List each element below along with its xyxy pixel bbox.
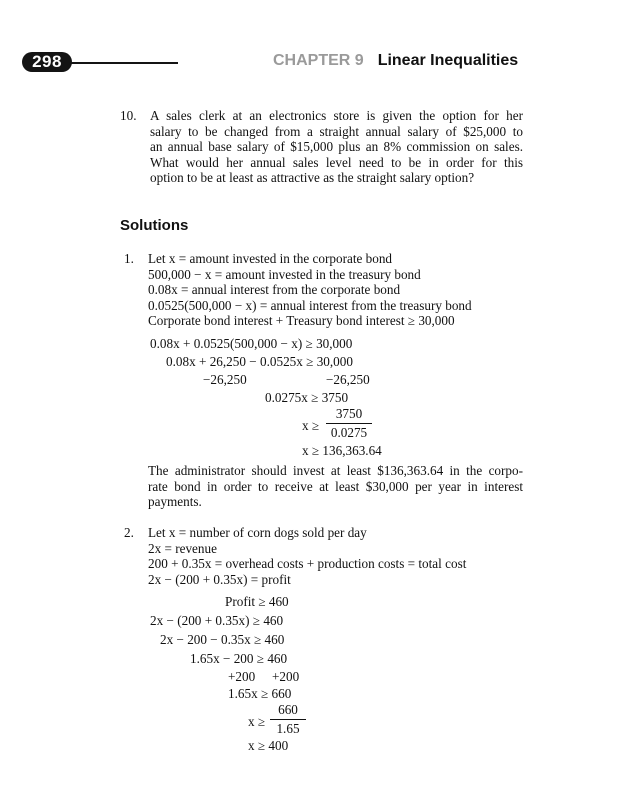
solution-1-conclusion [148,463,523,510]
equation-step: +200 [228,669,256,684]
equation-step: 1.65x − 200 ≥ 460 [190,651,288,666]
definition-line: 0.0525(500,000 − x) = annual interest from the treasury bond [148,297,472,313]
solution-2-definitions [148,525,528,587]
definition-line: 2x − (200 + 0.35x) = profit [148,571,291,587]
page-number-badge: 298 [22,52,72,72]
definition-line: 500,000 − x = amount invested in the treasury bond [148,266,421,282]
fraction-denominator: 1.65 [276,721,300,736]
equation-step: 0.08x + 0.0525(500,000 − x) ≥ 30,000 [150,336,353,351]
text-line: an annual base salary of $15,000 plus an 8% commission on sales. [150,139,523,155]
fraction [326,406,372,441]
text-line: The administrator should invest at least $136,363.64 in the corpo- [148,463,523,478]
equation-step: −26,250 [326,372,370,387]
definition-line: Let x = amount invested in the corporate bond [148,251,393,266]
definition-line: 200 + 0.35x = overhead costs + production costs = total cost [148,556,467,572]
chapter-heading [273,52,518,70]
chapter-number: CHAPTER 9 [273,52,364,69]
definition-line: 0.08x = annual interest from the corporate bond [148,282,401,298]
fraction-numerator: 3750 [335,406,363,421]
header-rule [66,62,178,64]
equation-step: x ≥ 136,363.64 [302,443,382,458]
problem-10-number: 10. [120,108,137,123]
equation-step: x ≥ [248,714,266,729]
text-line: salary to be changed from a straight annual salary of $25,000 to [150,123,523,139]
equation-step: Profit ≥ 460 [225,594,289,609]
definition-line: 2x = revenue [148,540,217,556]
fraction [270,702,306,737]
equation-step: 2x − (200 + 0.35x) ≥ 460 [150,613,284,628]
text-line: A sales clerk at an electronics store is given the option for her [150,108,523,123]
solution-1-definitions [148,251,528,329]
fraction-bar [270,719,306,720]
equation-step: 1.65x ≥ 660 [228,686,292,701]
equation-step: −26,250 [203,372,247,387]
page-header [0,50,635,76]
solution-1-number: 1. [124,251,134,266]
equation-step: 0.0275x ≥ 3750 [265,390,349,405]
definition-line: Let x = number of corn dogs sold per day [148,525,367,540]
equation-step: x ≥ 400 [248,738,289,753]
problem-10-text [150,108,523,186]
chapter-title: Linear Inequalities [377,52,519,69]
text-line: option to be at least as attractive as the straight salary option? [150,170,475,186]
text-line: payments. [148,494,202,510]
solutions-heading: Solutions [120,217,189,234]
text-line: rate bond in order to receive at least $30,000 per year in interest [148,478,523,494]
equation-step: x ≥ [302,418,320,433]
fraction-numerator: 660 [278,702,298,717]
equation-step: 0.08x + 26,250 − 0.0525x ≥ 30,000 [166,354,353,369]
fraction-denominator: 0.0275 [330,425,368,440]
equation-step: 2x − 200 − 0.35x ≥ 460 [160,632,285,647]
definition-line: Corporate bond interest + Treasury bond interest ≥ 30,000 [148,313,455,329]
equation-step: +200 [272,669,300,684]
solution-2-number: 2. [124,525,134,540]
text-line: What would her annual sales level need to be in order for this [150,154,523,170]
fraction-bar [326,423,372,424]
